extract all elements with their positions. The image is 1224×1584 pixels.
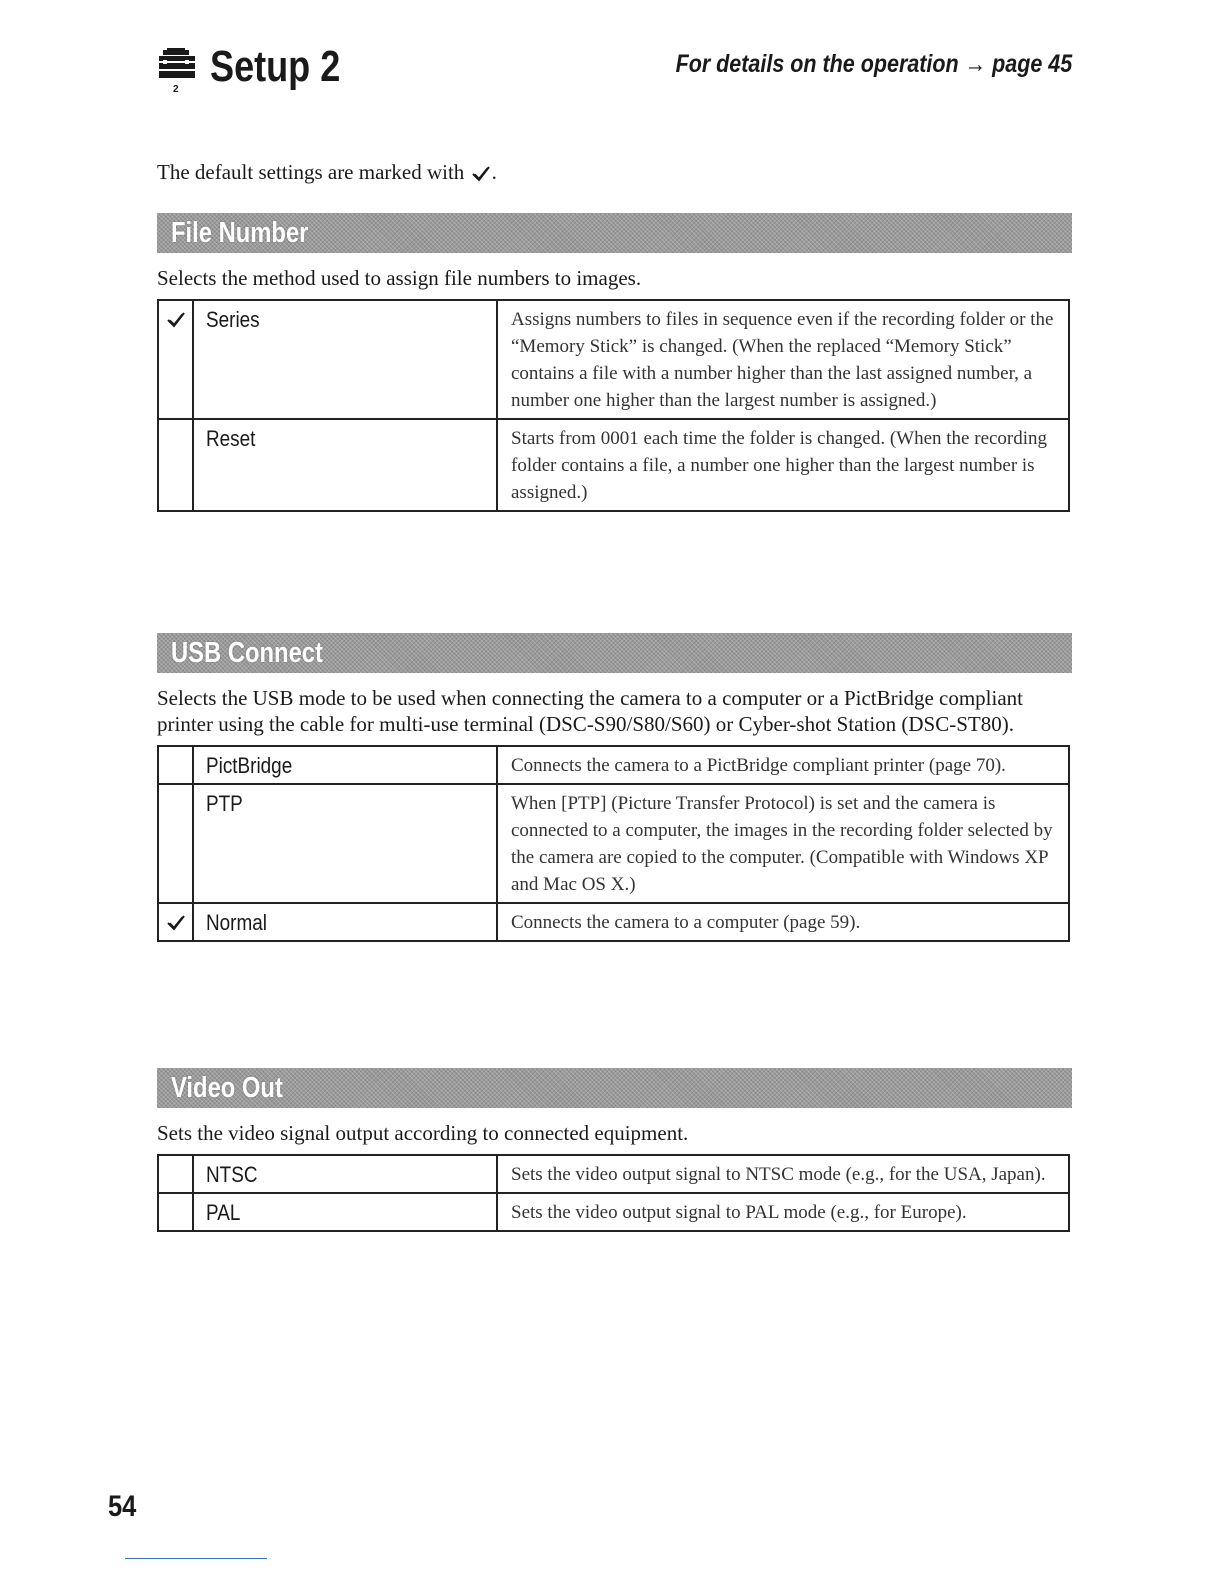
default-check-icon — [470, 163, 492, 185]
page-title: Setup 2 — [210, 42, 341, 91]
default-marker-cell — [158, 784, 193, 903]
footer-divider — [125, 1558, 267, 1559]
table-row — [158, 300, 1069, 419]
table-row — [158, 746, 1069, 784]
option-name: PTP — [193, 784, 497, 903]
arrow-icon: → — [964, 50, 986, 78]
option-description: Sets the video output signal to NTSC mode (e.g., for the USA, Japan). — [497, 1155, 1069, 1193]
intro-before: The default settings are marked with — [157, 160, 465, 184]
option-name: NTSC — [193, 1155, 497, 1193]
section-heading: File Number — [171, 217, 309, 249]
section-video-out — [157, 1068, 1072, 1232]
table-row — [158, 903, 1069, 941]
table-row — [158, 784, 1069, 903]
section-usb-connect — [157, 633, 1072, 942]
option-name: Normal — [193, 903, 497, 941]
option-name: Reset — [193, 419, 497, 511]
setup-toolbox-icon — [157, 48, 197, 94]
section-heading-bar — [157, 1068, 1072, 1108]
section-description: Selects the method used to assign file numbers to images. — [157, 266, 642, 290]
section-description: Selects the USB mode to be used when connecting the camera to a computer or a PictBridge compliant printer using the cable for multi-use terminal (DSC-S90/S80/S60) or Cyber-shot Station (DSC-ST80). — [157, 686, 1024, 736]
section-heading-bar — [157, 633, 1072, 673]
default-marker-cell — [158, 300, 193, 419]
option-name: PictBridge — [193, 746, 497, 784]
section-heading-bar — [157, 213, 1072, 253]
intro-text — [157, 156, 497, 188]
option-description: Assigns numbers to files in sequence even if the recording folder or the “Memory Stick” is changed. (When the replaced “Memory Stick” contains a file with a number higher than the last assigned number, a number one higher than the largest number is assigned.) — [497, 300, 1069, 419]
details-text: For details on the operation — [675, 50, 959, 78]
option-description: Starts from 0001 each time the folder is changed. (When the recording folder contains a file, a number one higher than the largest number is assigned.) — [497, 419, 1069, 511]
details-page-link[interactable]: page 45 — [991, 50, 1072, 78]
page-header — [157, 40, 1072, 110]
option-description: Connects the camera to a computer (page 59). — [497, 903, 1069, 941]
default-check-icon — [165, 309, 187, 331]
option-description: Sets the video output signal to PAL mode (e.g., for Europe). — [497, 1193, 1069, 1231]
default-marker-cell — [158, 746, 193, 784]
options-table — [157, 1154, 1070, 1232]
table-row — [158, 419, 1069, 511]
default-marker-cell — [158, 1193, 193, 1231]
default-marker-cell — [158, 903, 193, 941]
default-marker-cell — [158, 1155, 193, 1193]
options-table — [157, 299, 1070, 512]
section-file-number — [157, 213, 1072, 512]
table-row — [158, 1155, 1069, 1193]
table-row — [158, 1193, 1069, 1231]
section-heading: Video Out — [171, 1072, 283, 1104]
option-description: When [PTP] (Picture Transfer Protocol) is set and the camera is connected to a computer, the images in the recording folder selected by the camera are copied to the computer. (Compatible with Windows XP and Mac OS X.) — [497, 784, 1069, 903]
option-description: Connects the camera to a PictBridge compliant printer (page 70). — [497, 746, 1069, 784]
intro-after: . — [491, 160, 497, 184]
default-check-icon — [165, 912, 187, 934]
details-reference — [675, 48, 1072, 80]
setup-icon-number: 2 — [173, 84, 179, 94]
option-name: PAL — [193, 1193, 497, 1231]
default-marker-cell — [158, 419, 193, 511]
section-heading: USB Connect — [171, 637, 323, 669]
page-number: 54 — [108, 1490, 137, 1523]
section-description: Sets the video signal output according to connected equipment. — [157, 1121, 689, 1145]
option-name: Series — [193, 300, 497, 419]
options-table — [157, 745, 1070, 942]
